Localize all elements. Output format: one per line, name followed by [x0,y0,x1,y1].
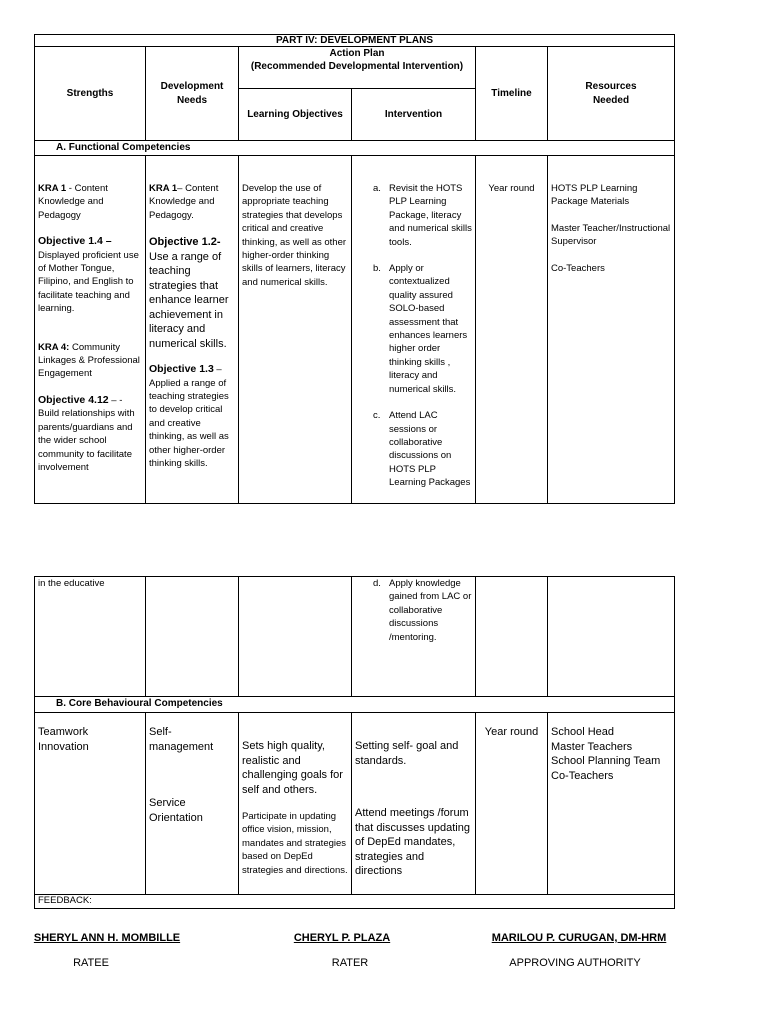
strengths-continued-cell: in the educative [35,577,146,697]
rater-role: RATER [331,957,369,969]
header-timeline: Timeline [476,47,548,141]
core-resources-cell: School Head Master Teachers School Planning Team Co-Teachers [548,713,675,895]
resources-cell: HOTS PLP Learning Package Materials Master Teacher/Instructional Supervisor Co-Teachers [548,156,675,504]
core-intervention-cell: Setting self- goal and standards. Attend meetings /forum that discusses updating of DepEd mandates, strategies and directions [352,713,476,895]
intervention-cell [352,156,476,504]
development-plan-table-bottom [34,576,675,909]
approving-authority-name: MARILOU P. CURUGAN, DM-HRM [491,932,667,944]
empty-cell [146,577,239,697]
core-learning-objectives-cell: Sets high quality, realistic and challenging goals for self and others. Participate in updating office vision, mission, mandates and strategies based on DepEd strategies and directions. [239,713,352,895]
development-plan-table-top [34,34,675,504]
feedback-label: FEEDBACK: [35,895,675,909]
intervention-item: b. Apply or contextualized quality assured SOLO-based assessment that enhances learners higher order thinking skills , literacy and numerical skills. [373,263,468,395]
core-development-needs-cell: Self-management Service Orientation [146,713,239,895]
timeline-cell: Year round [476,156,548,504]
rater-name: CHERYL P. PLAZA [293,932,391,944]
header-development-needs: Development Needs [146,47,239,141]
intervention-item: d. Apply knowledge gained from LAC or collaborative discussions /mentoring. [373,578,472,643]
header-strengths: Strengths [35,47,146,141]
core-timeline-cell: Year round [476,713,548,895]
intervention-item: a. Revisit the HOTS PLP Learning Package, literacy and numerical skills tools. [373,183,472,248]
header-learning-objectives: Learning Objectives [239,89,352,141]
empty-cell [476,577,548,697]
ratee-role: RATEE [73,957,109,969]
page-title: PART IV: DEVELOPMENT PLANS [35,35,675,47]
learning-objectives-cell: Develop the use of appropriate teaching strategies that develops critical and creative thinking, as well as other higher-order thinking skills of learners, literacy and numerical skills. [239,156,352,504]
header-resources-needed: Resources Needed [548,47,675,141]
development-needs-cell: KRA 1– Content Knowledge and Pedagogy. Objective 1.2- Use a range of teaching strategies that enhance learner achievement in literacy and numerical skills. Objective 1.3 – Applied a range of teaching strategies to develop critical and creative thinking, as well as other higher-order thinking skills. [146,156,239,504]
ratee-name: SHERYL ANN H. MOMBILLE [33,932,181,944]
section-a-title: A. Functional Competencies [35,141,675,156]
header-intervention: Intervention [352,89,476,141]
empty-cell [239,577,352,697]
header-action-plan: Action Plan (Recommended Developmental Intervention) [239,47,476,89]
empty-cell [548,577,675,697]
intervention-continued-cell [352,577,476,697]
strengths-cell: KRA 1 - Content Knowledge and Pedagogy Objective 1.4 – Displayed proficient use of Mother Tongue, Filipino, and English to facilitate teaching and learning. KRA 4: Community Linkages & Professional Engagement Objective 4.12 – - Build relationships with parents/guardians and the wider school community to facilitate involvement [35,156,146,504]
approving-authority-role: APPROVING AUTHORITY [509,957,641,969]
section-b-title: B. Core Behavioural Competencies [35,697,675,713]
intervention-item: c. Attend LAC sessions or collaborative discussions on HOTS PLP Learning Packages [373,410,471,489]
core-strengths-cell: Teamwork Innovation [35,713,146,895]
